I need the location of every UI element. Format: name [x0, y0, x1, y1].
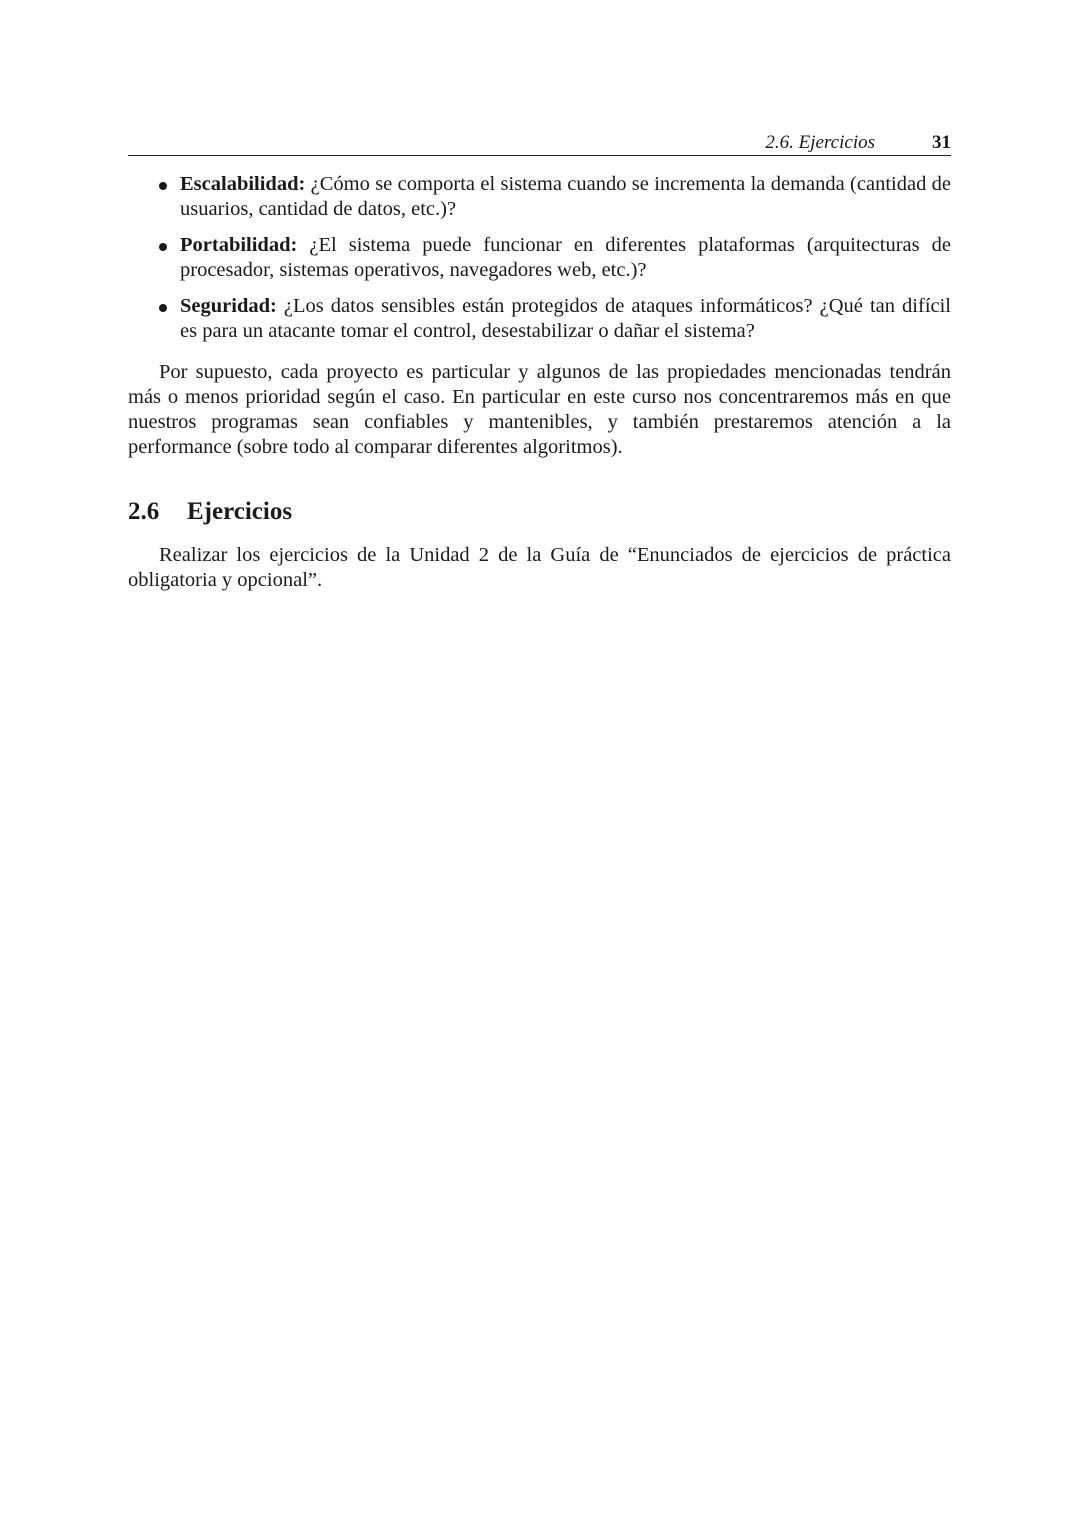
bullet-term: Escalabilidad:: [180, 173, 306, 195]
page-number: 31: [932, 132, 951, 153]
header-section-title: 2.6. Ejercicios: [765, 132, 875, 153]
bullet-icon: [159, 304, 167, 312]
bullet-text: ¿Los datos sensibles están protegidos de ataques informáticos? ¿Qué tan difícil es para un atacante tomar el control, desestabilizar o dañar el sistema?: [180, 295, 951, 342]
running-header: [128, 131, 951, 156]
bullet-text: ¿El sistema puede funcionar en diferentes plataformas (arquitecturas de procesador, sistemas operativos, navegadores web, etc.)?: [180, 234, 951, 281]
bullet-term: Seguridad:: [180, 295, 277, 317]
body-paragraph: Por supuesto, cada proyecto es particular y algunos de las propiedades mencionadas tendrán más o menos prioridad según el caso. En particular en este curso nos concentraremos más en que nuestros programas sean confiables y mantenibles, y también prestaremos atención a la performance (sobre todo al comparar diferentes algoritmos).: [128, 361, 951, 458]
section-heading: [128, 497, 951, 527]
list-item: [128, 172, 951, 222]
section-number: 2.6: [128, 498, 160, 525]
section-title: Ejercicios: [187, 498, 293, 525]
page-content: [128, 172, 951, 593]
bullet-term: Portabilidad:: [180, 234, 298, 256]
bullet-text: ¿Cómo se comporta el sistema cuando se incrementa la demanda (cantidad de usuarios, cantidad de datos, etc.)?: [180, 173, 951, 220]
bullet-icon: [159, 182, 167, 190]
section-body-paragraph: Realizar los ejercicios de la Unidad 2 de la Guía de “Enunciados de ejercicios de práctica obligatoria y opcional”.: [128, 544, 951, 591]
bullet-icon: [159, 243, 167, 251]
bullet-list: [128, 172, 951, 344]
list-item: [128, 294, 951, 344]
list-item: [128, 233, 951, 283]
